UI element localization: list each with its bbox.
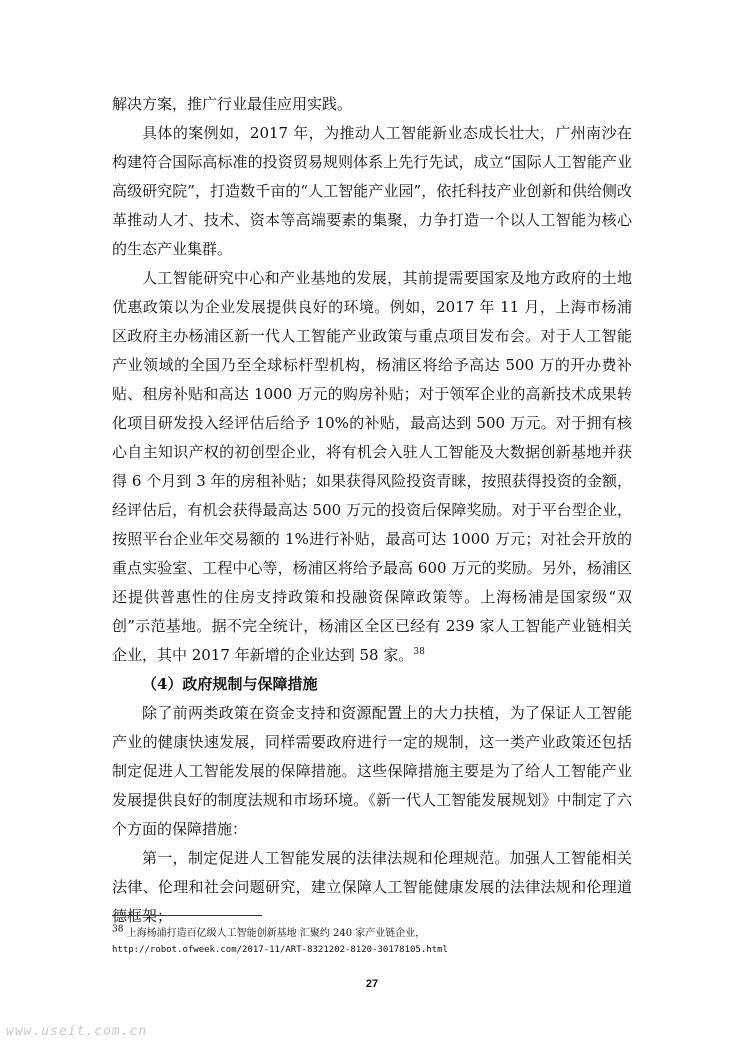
page-number: 27 [365, 978, 379, 990]
footnote-38 [112, 925, 632, 942]
watermark: www.useit.com.cn [6, 1024, 148, 1039]
section-heading: （4）政府规制与保障措施 [142, 675, 318, 693]
paragraph-5: 第一，制定促进人工智能发展的法律法规和伦理规范。加强人工智能相关法律、伦理和社会问题研究，建立保障人工智能健康发展的法律法规和伦理道德框架； [112, 849, 632, 925]
paragraph-1: 解决方案，推广行业最佳应用实践。 [112, 95, 353, 113]
paragraph-4: 除了前两类政策在资金支持和资源配置上的大力扶植，为了保证人工智能产业的健康快速发展，同样需要政府进行一定的规制，这一类产业政策还包括制定促进人工智能发展的保障措施。这些保障措施主要是为了给人工智能产业发展提供良好的制度法规和市场环境。《新一代人工智能发展规划》中制定了六个方面的保障措施： [112, 704, 632, 838]
footnote-url[interactable]: http://robot.ofweek.com/2017-11/ART-8321202-8120-30178105.html [112, 945, 448, 955]
footnote-divider [112, 915, 262, 916]
paragraph-3 [112, 264, 632, 670]
paragraph-2: 具体的案例如，2017 年，为推动人工智能新业态成长壮大，广州南沙在构建符合国际高标准的投资贸易规则体系上先行先试，成立“国际人工智能产业高级研究院”，打造数千亩的“人工智能产业园”，依托科技产业创新和供给侧改革推动人才、技术、资本等高端要素的集聚，力争打造一个以人工智能为核心的生态产业集群。 [112, 124, 632, 258]
footnote-reference[interactable]: 38 [413, 647, 425, 657]
body-text [112, 90, 632, 931]
footnote-text: 上海杨浦打造百亿级人工智能创新基地 汇聚约 240 家产业链企业， [126, 928, 426, 939]
paragraph-3-text: 人工智能研究中心和产业基地的发展，其前提需要国家及地方政府的土地优惠政策以为企业发展提供良好的环境。例如，2017 年 11 月，上海市杨浦区政府主办杨浦区新一代人工智能产业政策与重点项目发布会。对于人工智能产业领域的全国乃至全球标杆型机构，杨浦区将给予高达 500 万的开办费补贴、租房补贴和高达 1000 万元的购房补贴；对于领军企业的高新技术成果转化项目研发投入经评估后给予 10%的补贴，最高达到 500 万元。对于拥有核心自主知识产权的初创型企业，将有机会入驻人工智能及大数据创新基地并获得 6 个月到 3 年的房租补贴；如果获得风险投资青睐，按照获得投资的金额，经评估后，有机会获得最高达 500 万元的投资后保障奖励。对于平台型企业，按照平台企业年交易额的 1%进行补贴，最高可达 1000 万元；对社会开放的重点实验室、工程中心等，杨浦区将给予最高 600 万元的奖励。另外，杨浦区还提供普惠性的住房支持政策和投融资保障政策等。上海杨浦是国家级“双创”示范基地。据不完全统计，杨浦区全区已经有 239 家人工智能产业链相关企业，其中 2017 年新增的企业达到 58 家。 [112, 269, 632, 664]
footnote-marker: 38 [112, 924, 124, 935]
footnote-area [112, 925, 632, 959]
